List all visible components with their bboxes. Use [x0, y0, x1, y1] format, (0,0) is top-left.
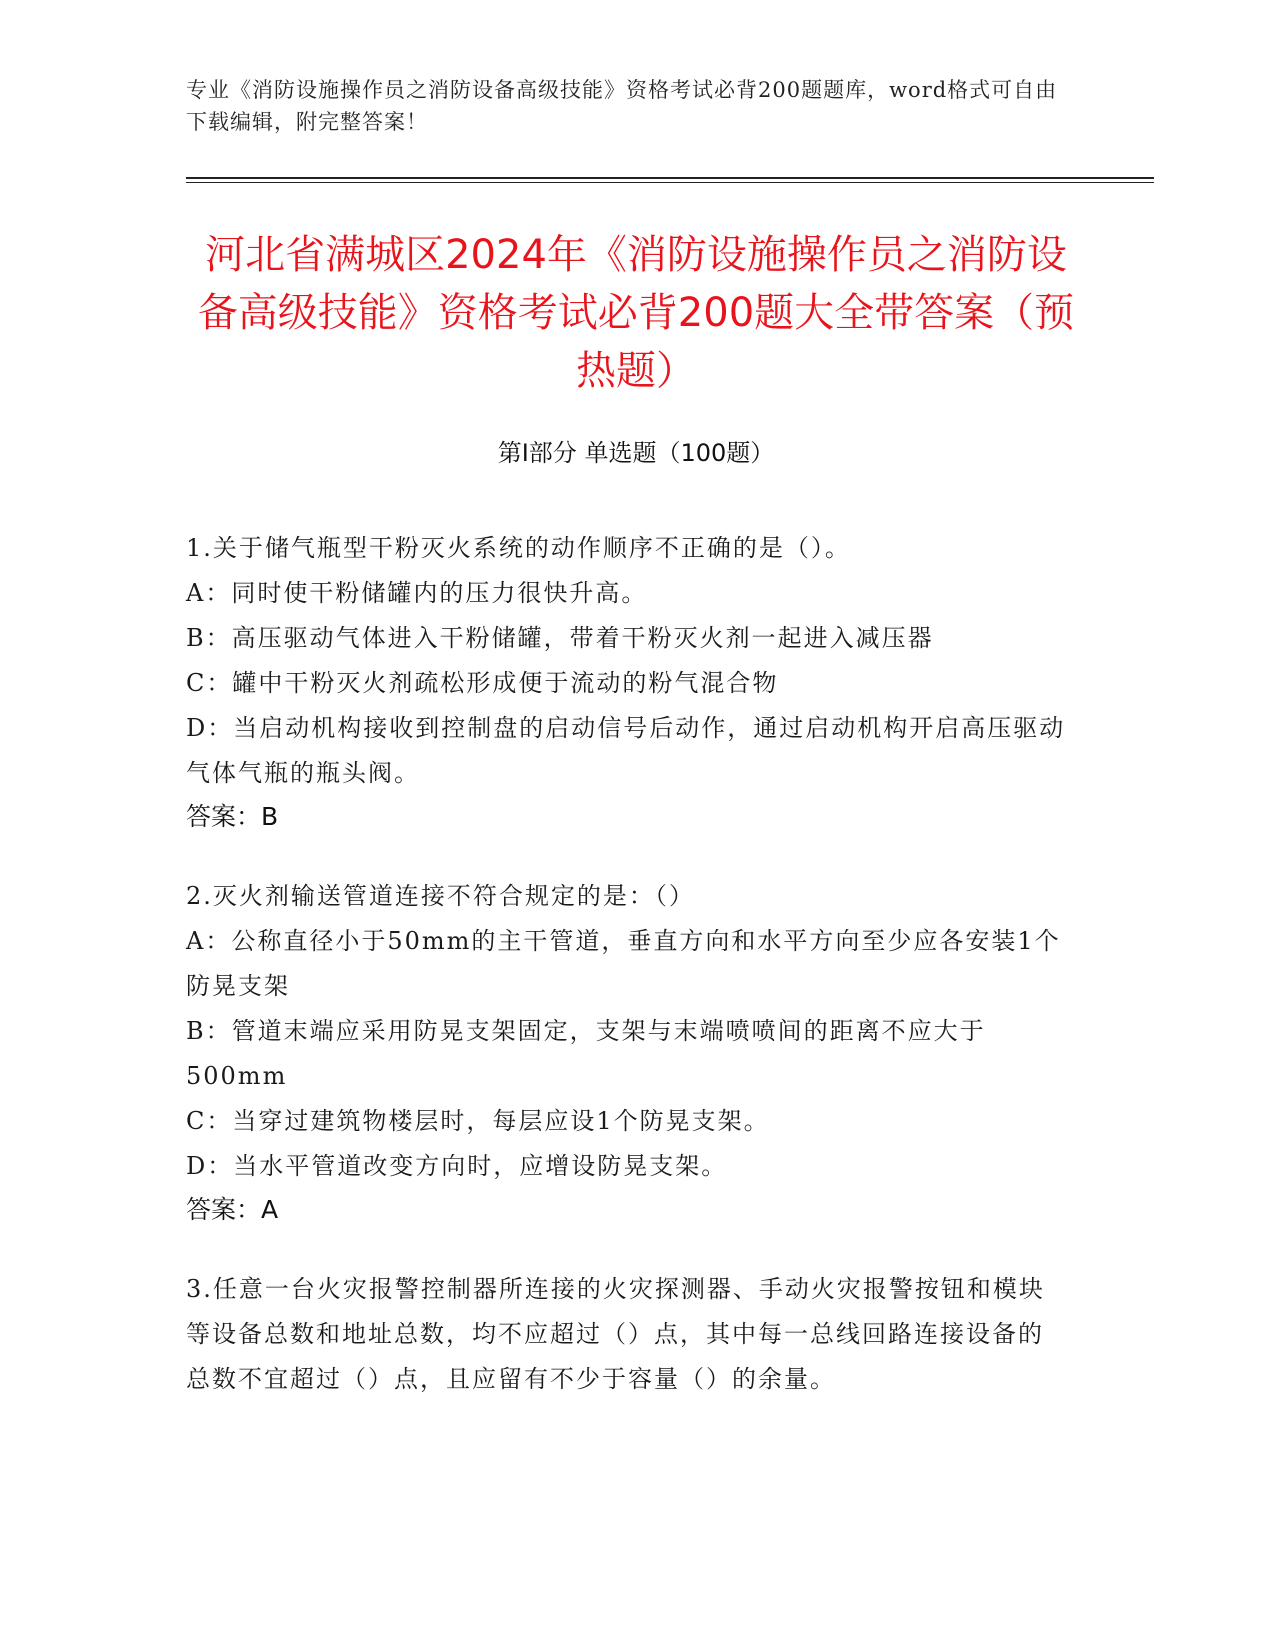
question-3	[186, 1267, 1066, 1402]
question-stem: 2.灭火剂输送管道连接不符合规定的是：（）	[186, 882, 695, 910]
question-1	[186, 526, 1066, 838]
question-list	[186, 526, 1066, 1438]
header-divider-thick	[186, 177, 1154, 179]
header-note: 专业《消防设施操作员之消防设备高级技能》资格考试必背200题题库，word格式可自由下载编辑，附完整答案！	[186, 78, 1058, 134]
question-stem: 1.关于储气瓶型干粉灭火系统的动作顺序不正确的是（）。	[186, 534, 851, 562]
document-title: 河北省满城区2024年《消防设施操作员之消防设备高级技能》资格考试必背200题大全带答案（预热题）	[197, 232, 1075, 394]
option-b: B：管道末端应采用防晃支架固定，支架与末端喷喷间的距离不应大于500mm	[186, 1017, 986, 1090]
header-divider-thin	[186, 182, 1154, 183]
option-a: A：同时使干粉储罐内的压力很快升高。	[186, 579, 648, 607]
option-b: B：高压驱动气体进入干粉储罐，带着干粉灭火剂一起进入减压器	[186, 624, 934, 652]
option-c: C：罐中干粉灭火剂疏松形成便于流动的粉气混合物	[186, 669, 779, 697]
option-a: A：公称直径小于50mm的主干管道，垂直方向和水平方向至少应各安装1个防晃支架	[186, 927, 1061, 1000]
option-d: D：当启动机构接收到控制盘的启动信号后动作，通过启动机构开启高压驱动气体气瓶的瓶头阀。	[186, 714, 1066, 787]
answer-text: 答案：B	[186, 802, 279, 831]
option-d: D：当水平管道改变方向时，应增设防晃支架。	[186, 1152, 728, 1180]
section-title: 第I部分 单选题（100题）	[497, 439, 775, 467]
question-stem: 3.任意一台火灾报警控制器所连接的火灾探测器、手动火灾报警按钮和模块等设备总数和地址总数，均不应超过（）点，其中每一总线回路连接设备的总数不宜超过（）点，且应留有不少于容量（）的余量。	[186, 1275, 1045, 1393]
option-c: C：当穿过建筑物楼层时，每层应设1个防晃支架。	[186, 1107, 770, 1135]
question-2	[186, 874, 1066, 1231]
answer-text: 答案：A	[186, 1195, 279, 1224]
